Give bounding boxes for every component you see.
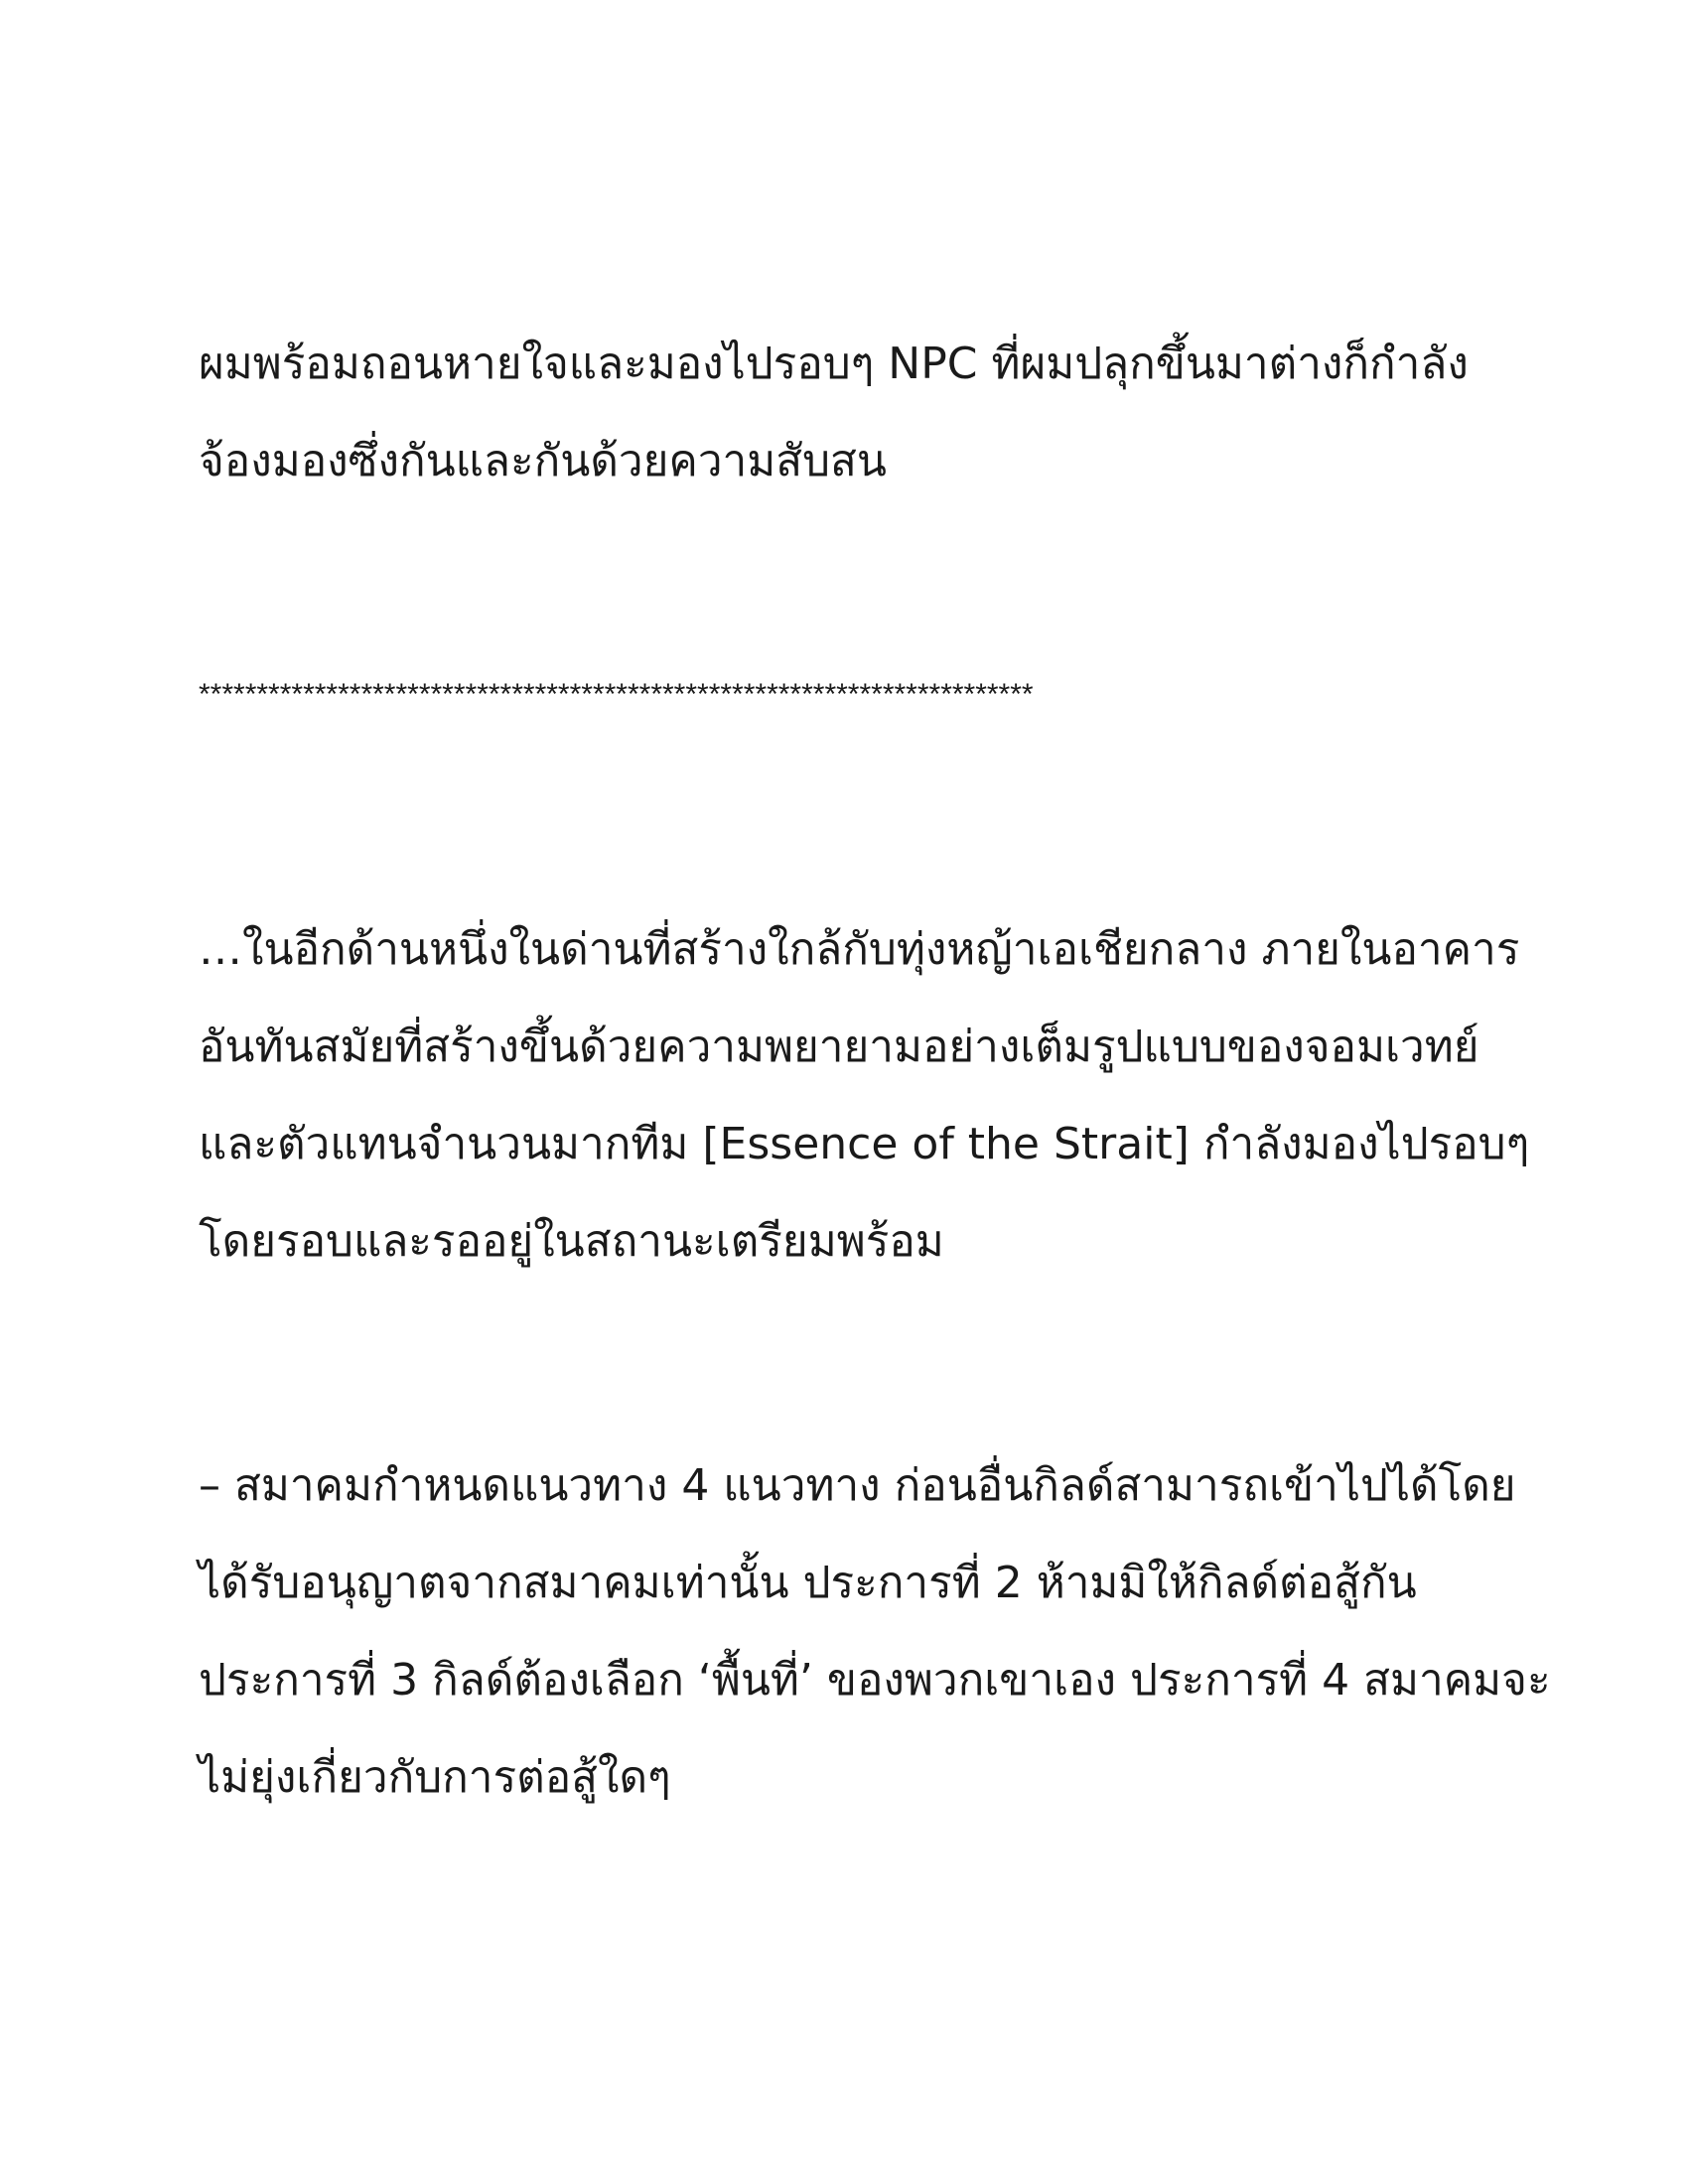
paragraph-line: ผมพร้อมถอนหายใจและมองไปรอบๆ NPC ที่ผมปลุกขึ้นมาต่างก็กำลัง [199, 339, 1469, 389]
paragraph-line: และตัวแทนจำนวนมากทีม [Essence of the Strait] กำลังมองไปรอบๆ [199, 1119, 1530, 1169]
paragraph-line: – สมาคมกำหนดแนวทาง 4 แนวทาง ก่อนอื่นกิลด์สามารถเข้าไปได้โดย [199, 1460, 1516, 1511]
paragraph-line: ประการที่ 3 กิลด์ต้องเลือก ‘พื้นที่’ ของพวกเขาเอง ประการที่ 4 สมาคมจะ [199, 1655, 1551, 1706]
paragraph-2 [199, 901, 1530, 1291]
paragraph-line: ได้รับอนุญาตจากสมาคมเท่านั้น ประการที่ 2 ห้ามมิให้กิลด์ต่อสู้กัน [199, 1558, 1417, 1608]
section-separator: ************************************************************************ [199, 678, 1034, 711]
paragraph-1 [199, 316, 1519, 510]
paragraph-line: ไม่ยุ่งเกี่ยวกับการต่อสู้ใดๆ [199, 1752, 671, 1803]
paragraph-3 [199, 1437, 1551, 1827]
paragraph-line: อันทันสมัยที่สร้างขึ้นด้วยความพยายามอย่างเต็มรูปแบบของจอมเวทย์ [199, 1022, 1479, 1072]
paragraph-line: โดยรอบและรออยู่ในสถานะเตรียมพร้อม [199, 1216, 944, 1267]
paragraph-line: จ้องมองซึ่งกันและกันด้วยความสับสน [199, 436, 887, 486]
paragraph-line: …ในอีกด้านหนึ่งในด่านที่สร้างใกล้กับทุ่งหญ้าเอเชียกลาง ภายในอาคาร [199, 924, 1520, 975]
